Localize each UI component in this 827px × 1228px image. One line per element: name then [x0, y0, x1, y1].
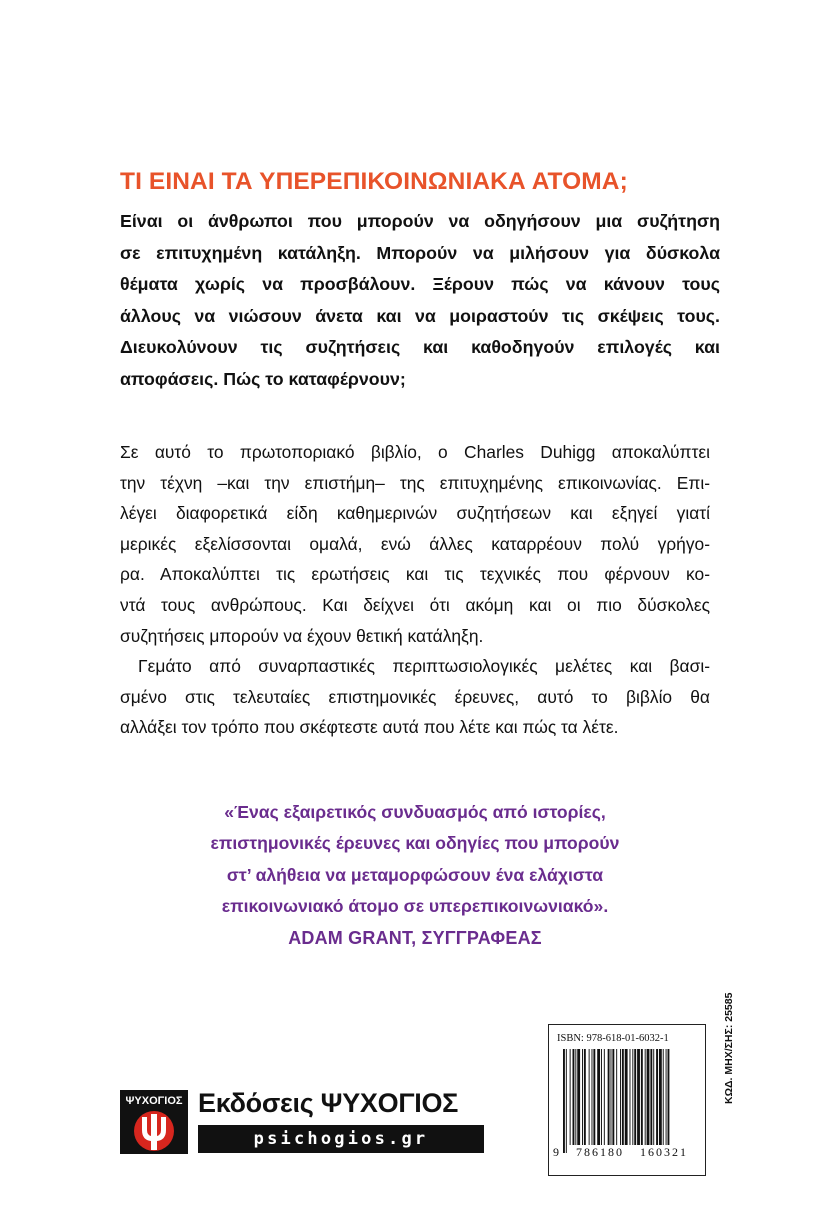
quote-author: ADAM GRANT, ΣΥΓΓΡΑΦΕΑΣ — [288, 928, 542, 948]
intro-line: Είναι οι άνθρωποι που μπορούν να οδηγήσουν μια συζήτηση — [120, 211, 720, 231]
barcode-bar — [650, 1049, 652, 1145]
body-line: ρα. Αποκαλύπτει τις ερωτήσεις και τις τεχνικές που φέρνουν κο- — [120, 564, 710, 585]
intro-line: σε επιτυχημένη κατάληξη. Μπορούν να μιλήσουν για δύσκολα — [120, 242, 720, 263]
product-code: ΚΩΔ. ΜΗΧ/ΣΗΣ: 25585 — [723, 992, 735, 1104]
barcode-icon — [557, 1049, 699, 1159]
barcode-bar — [630, 1049, 631, 1145]
intro-line: θέματα χωρίς να προσβάλουν. Ξέρουν πώς να κάνουν τους — [120, 274, 720, 295]
body-line: μερικές εξελίσσονται ομαλά, ενώ άλλες καταρρέουν πολύ γρήγο- — [120, 533, 710, 554]
body-line: σμένο στις τελευταίες επιστημονικές έρευνες, αυτό το βιβλίο θα — [120, 686, 710, 707]
barcode-bar — [622, 1049, 624, 1145]
quote-line: επικοινωνιακό άτομο σε υπερεπικοινωνιακό». — [221, 895, 609, 916]
publisher-name: Εκδόσεις ΨΥΧΟΓΙΟΣ — [198, 1088, 459, 1118]
barcode-bar — [668, 1049, 670, 1153]
body-line: ντά τους ανθρώπους. Και δείχνει ότι ακόμη και οι πιο δύσκολες — [120, 594, 710, 615]
body-line: συζητήσεις μπορούν να έχουν θετική κατάληξη. — [120, 625, 484, 646]
isbn-label: ISBN: 978-618-01-6032-1 — [557, 1033, 669, 1044]
quote-line: στ’ αλήθεια να μεταμορφώσουν ένα ελάχιστα — [226, 864, 604, 885]
barcode-bar — [616, 1049, 617, 1153]
barcode-bar — [575, 1049, 576, 1145]
barcode-bar — [659, 1049, 662, 1145]
barcode-bar — [577, 1049, 580, 1145]
barcode-digits-left: 786180 — [576, 1145, 624, 1159]
barcode-bar — [584, 1049, 586, 1145]
barcode-bar — [653, 1049, 654, 1145]
barcode-bar — [597, 1049, 600, 1145]
barcode-bar — [632, 1049, 633, 1145]
barcode-bar — [641, 1049, 643, 1145]
barcode-bar — [663, 1049, 664, 1145]
quote-line: «Ένας εξαιρετικός συνδυασμός από ιστορίες, — [224, 802, 606, 822]
barcode-bar — [592, 1049, 593, 1145]
publisher-url: psichogios.gr — [198, 1125, 484, 1153]
barcode-bar — [593, 1049, 595, 1145]
logo-text: ΨΥΧΟΓΙΟΣ — [125, 1095, 183, 1107]
barcode-bar — [656, 1049, 658, 1145]
barcode-bar — [589, 1049, 590, 1145]
quote-line: επιστημονικές έρευνες και οδηγίες που μπορούν — [210, 833, 620, 854]
intro-line: αποφάσεις. Πώς το καταφέρνουν; — [120, 368, 406, 389]
barcode-bar — [634, 1049, 636, 1145]
section-heading: ΤΙ ΕΙΝΑΙ ΤΑ ΥΠΕΡΕΠΙΚΟΙΝΩΝΙΑΚΑ ΑΤΟΜΑ; — [120, 168, 628, 195]
description-paragraph — [120, 437, 710, 743]
barcode-bar — [647, 1049, 650, 1145]
barcode-bar — [666, 1049, 667, 1145]
barcode-bar — [637, 1049, 640, 1145]
barcode-bar — [604, 1049, 605, 1145]
barcode-bar — [563, 1049, 565, 1153]
barcode-bar — [570, 1049, 571, 1145]
body-line: Γεμάτο από συναρπαστικές περιπτωσιολογικές μελέτες και βασι- — [138, 656, 710, 677]
publisher-logo-icon — [120, 1090, 188, 1154]
intro-line: άλλους να νιώσουν άνετα και να μοιραστούν τις σκέψεις τους. — [120, 305, 720, 326]
barcode-bar — [601, 1049, 602, 1145]
body-line: αλλάξει τον τρόπο που σκέφτεστε αυτά που λέτε και πώς τα λέτε. — [120, 717, 619, 738]
barcode-bar — [612, 1049, 614, 1145]
barcode-bar — [625, 1049, 628, 1145]
barcode-bar — [582, 1049, 583, 1145]
barcode-bar — [608, 1049, 610, 1145]
body-line: την τέχνη –και την επιστήμη– της επιτυχημένης επικοινωνίας. Επι- — [120, 472, 710, 493]
barcode-bar — [573, 1049, 575, 1145]
barcode-panel — [548, 1024, 706, 1176]
barcode-digit-first: 9 — [553, 1145, 559, 1159]
intro-line: Διευκολύνουν τις συζητήσεις και καθοδηγούν επιλογές και — [120, 337, 720, 358]
body-line: Σε αυτό το πρωτοποριακό βιβλίο, ο Charles Duhigg αποκαλύπτει — [120, 442, 710, 462]
barcode-bar — [645, 1049, 646, 1145]
endorsement-quote — [120, 797, 710, 922]
barcode-digits-right: 160321 — [640, 1145, 688, 1159]
barcode-bar — [566, 1049, 567, 1153]
barcode-bar — [620, 1049, 621, 1153]
barcode-bar — [611, 1049, 612, 1145]
intro-paragraph — [120, 206, 720, 396]
body-line: λέγει διαφορετικά είδη καθημερινών συζητήσεων και εξηγεί γιατί — [120, 503, 710, 524]
